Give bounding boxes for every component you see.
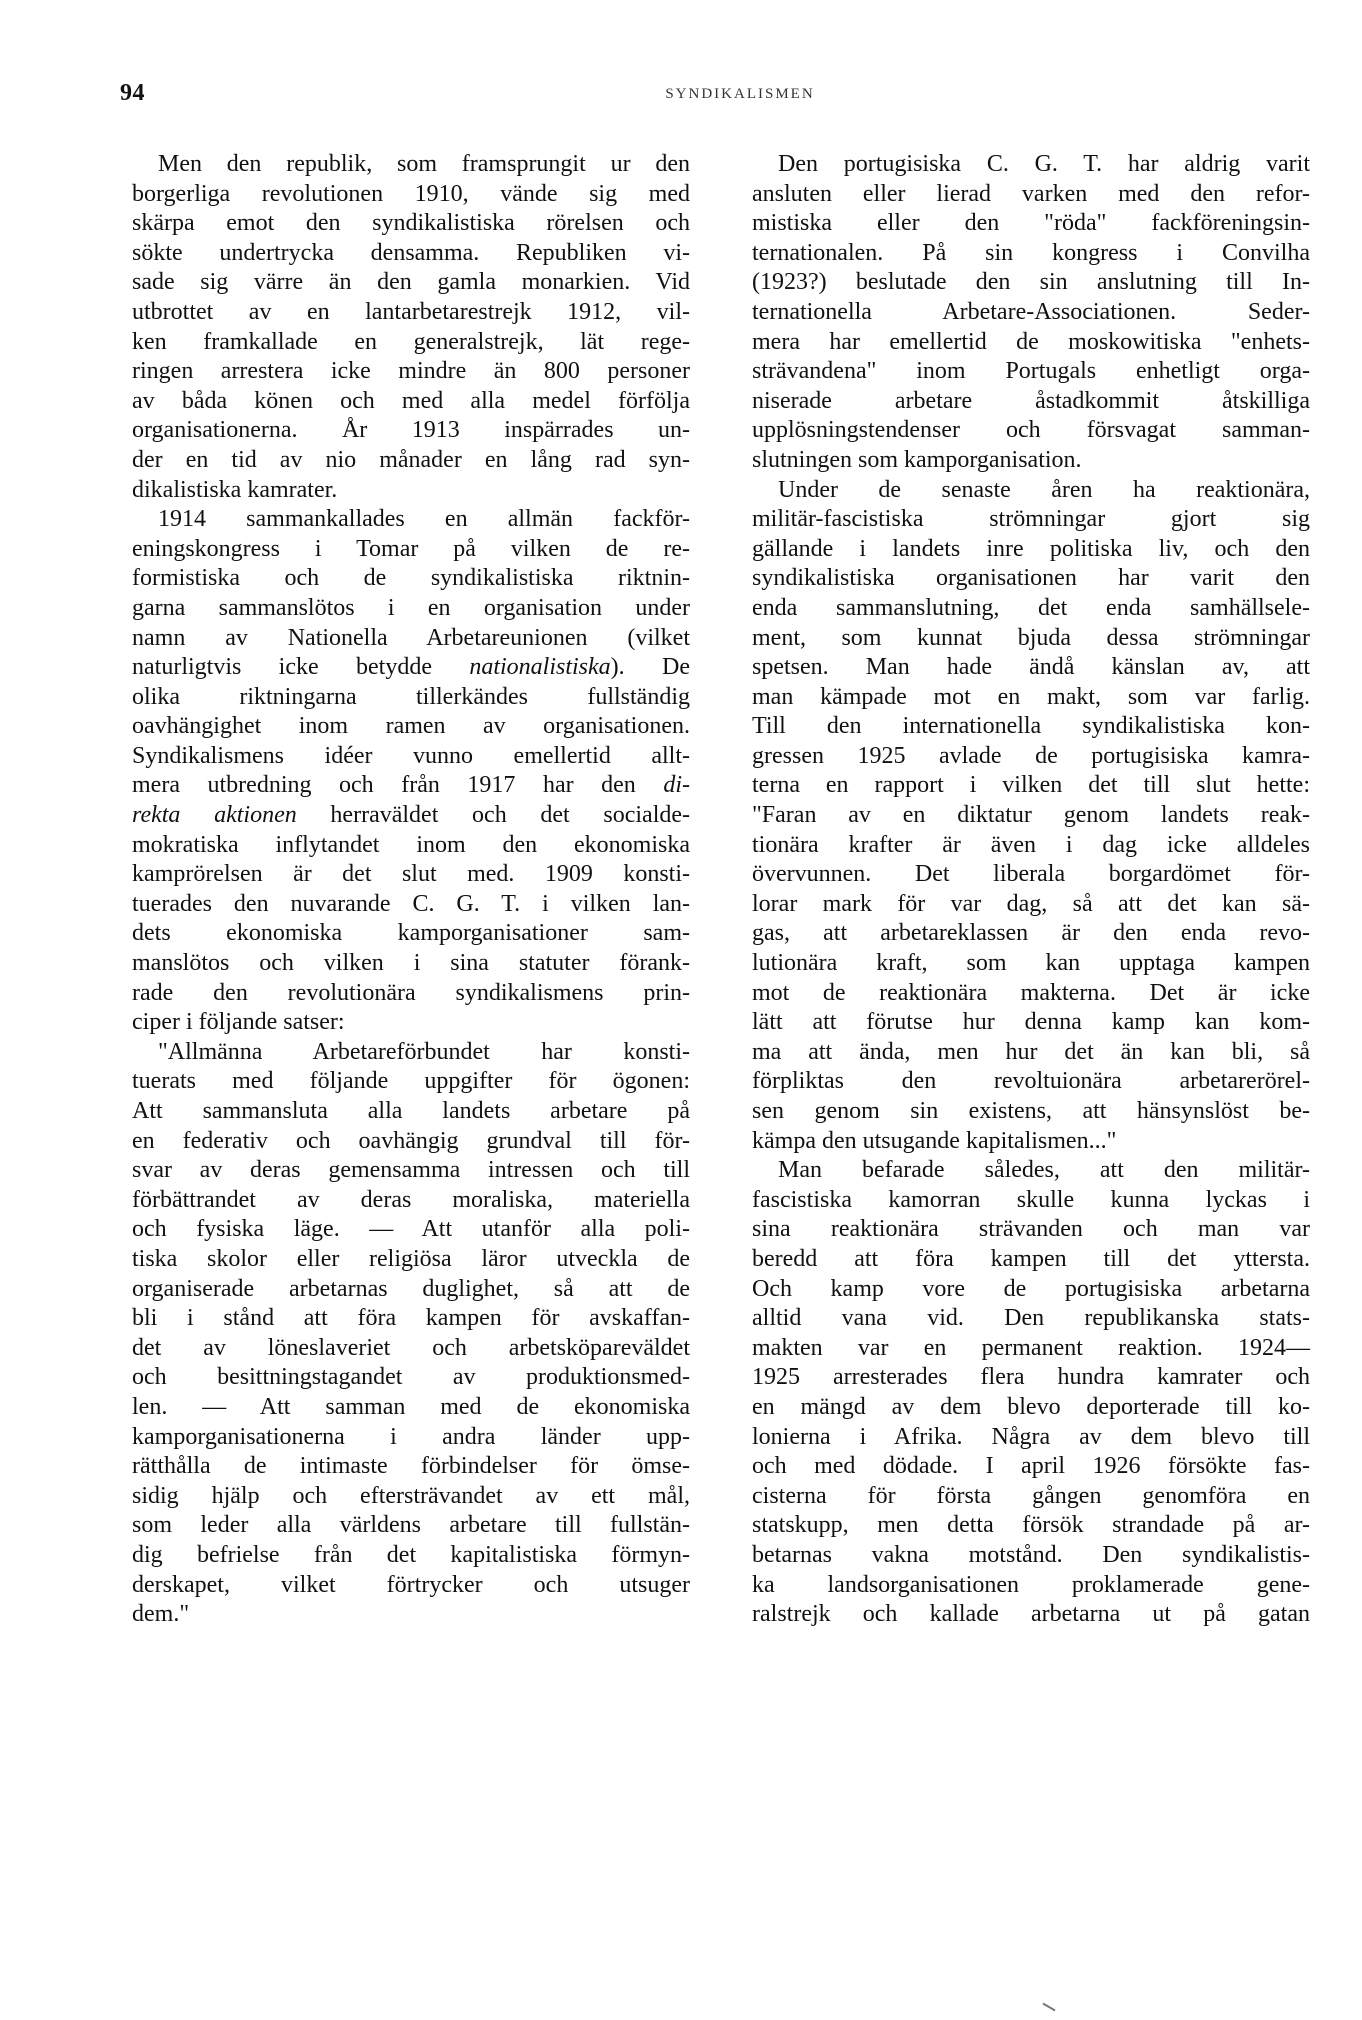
line-text: det av löneslaveriet och arbetsköpareväldet	[132, 1334, 690, 1361]
text-line	[752, 1275, 1310, 1305]
line-text: eningskongress i Tomar på vilken de re-	[132, 535, 690, 562]
line-text: enda sammanslutning, det enda samhällsele-	[752, 594, 1310, 621]
text-line	[132, 1097, 690, 1127]
text-line	[132, 1186, 690, 1216]
line-text: sen genom sin existens, att hänsynslöst be-	[752, 1098, 1310, 1124]
text-line	[752, 1156, 1310, 1186]
text-line	[132, 1245, 690, 1275]
text-line	[132, 712, 690, 742]
line-text: namn av Nationella Arbetareunionen (vilket	[132, 624, 690, 651]
line-text: svar av deras gemensamma intressen och till	[132, 1157, 690, 1184]
text-line	[132, 771, 690, 801]
line-text: oavhängighet inom ramen av organisationen.	[132, 713, 690, 740]
line-text: Under de senaste åren ha reaktionära,	[778, 476, 1310, 503]
line-text: Och kamp vore de portugisiska arbetarna	[752, 1275, 1310, 1302]
text-line	[132, 1156, 690, 1186]
text-line	[752, 180, 1310, 210]
line-text: lorar mark för var dag, så att det kan sä-	[752, 890, 1310, 917]
text-line	[752, 209, 1310, 239]
text-line	[132, 180, 690, 210]
line-text: mera har emellertid de moskowitiska "enhets-	[752, 328, 1310, 355]
line-text: militär-fascistiska strömningar gjort sig	[752, 506, 1310, 533]
line-text: tionära krafter är även i dag icke alldeles	[752, 831, 1310, 858]
text-line	[752, 653, 1310, 683]
text-line	[752, 446, 1310, 476]
text-line	[132, 328, 690, 358]
text-line	[132, 564, 690, 594]
text-line	[132, 1304, 690, 1334]
text-line	[752, 594, 1310, 624]
text-line	[752, 1067, 1310, 1097]
text-line	[132, 1482, 690, 1512]
text-line	[752, 624, 1310, 654]
line-text: strävandena" inom Portugals enhetligt orga-	[752, 358, 1310, 385]
line-text: man kämpade mot en makt, som var farlig.	[752, 683, 1310, 710]
line-text: gällande i landets inre politiska liv, och den	[752, 535, 1310, 562]
line-text: Man befarade således, att den militär-	[778, 1157, 1310, 1184]
line-text: dikalistiska kamrater.	[132, 476, 338, 503]
line-text: och med dödade. I april 1926 försökte fas-	[752, 1453, 1310, 1480]
text-line	[132, 653, 690, 683]
line-text: alltid vana vid. Den republikanska stats-	[752, 1305, 1310, 1332]
line-text: organiserade arbetarnas duglighet, så att de	[132, 1275, 690, 1302]
text-line	[132, 268, 690, 298]
line-text: beredd att föra kampen till det yttersta.	[752, 1245, 1310, 1272]
line-text: niserade arbetare åstadkommit åtskilliga	[752, 387, 1310, 414]
line-text: kämpa den utsugande kapitalismen..."	[752, 1127, 1117, 1154]
italic-emphasis: di-	[663, 772, 690, 799]
line-text: förpliktas den revoltuionära arbetarerörel-	[752, 1068, 1310, 1095]
page-number: 94	[120, 80, 145, 106]
line-text: förbättrandet av deras moraliska, materiella	[132, 1186, 690, 1213]
text-line	[132, 1423, 690, 1453]
text-line	[752, 1186, 1310, 1216]
text-line	[752, 919, 1310, 949]
line-text: spetsen. Man hade ändå känslan av, att	[752, 654, 1310, 681]
line-text: mistiska eller den "röda" fackföreningsin-	[752, 210, 1310, 237]
text-line	[752, 416, 1310, 446]
line-text: ternationella Arbetare-Associationen. Seder-	[752, 298, 1310, 325]
line-text: dem."	[132, 1601, 190, 1628]
text-line	[752, 712, 1310, 742]
line-text: formistiska och de syndikalistiska riktnin-	[132, 565, 690, 592]
line-text: syndikalistiska organisationen har varit den	[752, 565, 1310, 592]
line-text: gas, att arbetareklassen är den enda revo-	[752, 920, 1310, 947]
line-text: ma att ända, men hur det än kan bli, så	[752, 1038, 1310, 1065]
text-line	[752, 979, 1310, 1009]
text-line	[752, 831, 1310, 861]
line-text: lonierna i Afrika. Några av dem blevo till	[752, 1423, 1310, 1450]
text-line	[752, 150, 1310, 180]
text-line	[752, 1363, 1310, 1393]
text-line	[132, 535, 690, 565]
line-text: en mängd av dem blevo deporterade till ko-	[752, 1393, 1310, 1420]
text-line	[752, 801, 1310, 831]
text-line	[132, 1541, 690, 1571]
text-line	[752, 1334, 1310, 1364]
text-line	[752, 387, 1310, 417]
line-text: ciper i följande satser:	[132, 1009, 345, 1036]
line-text: ternationalen. På sin kongress i Convilha	[752, 239, 1310, 266]
line-text: garna sammanslötos i en organisation under	[132, 594, 690, 621]
line-text: Syndikalismens idéer vunno emellertid allt-	[132, 742, 690, 769]
text-line	[132, 1571, 690, 1601]
line-text: ansluten eller lierad varken med den refor-	[752, 180, 1310, 207]
text-line	[752, 1541, 1310, 1571]
text-line	[752, 742, 1310, 772]
text-line	[752, 1393, 1310, 1423]
left-column	[132, 150, 690, 1630]
text-line	[752, 1038, 1310, 1068]
text-line	[132, 1511, 690, 1541]
text-line	[132, 357, 690, 387]
line-text: betarnas vakna motstånd. Den syndikalistis-	[752, 1541, 1310, 1568]
text-line	[752, 1511, 1310, 1541]
line-text: övervunnen. Det liberala borgardömet för-	[752, 861, 1310, 888]
line-text: ka landsorganisationen proklamerade gene-	[752, 1571, 1310, 1598]
line-text: len. — Att samman med de ekonomiska	[132, 1393, 690, 1420]
text-line	[752, 1482, 1310, 1512]
text-line	[132, 624, 690, 654]
line-text: utbrottet av en lantarbetarestrejk 1912, vil-	[132, 298, 690, 325]
line-text: som leder alla världens arbetare till fullstän-	[132, 1512, 690, 1539]
line-text: Till den internationella syndikalistiska kon-	[752, 713, 1310, 740]
line-text: dig befrielse från det kapitalistiska förmyn-	[132, 1541, 690, 1568]
line-text: olika riktningarna tillerkändes fullständig	[132, 683, 690, 710]
text-line	[132, 683, 690, 713]
text-line	[752, 505, 1310, 535]
line-text: derskapet, vilket förtrycker och utsuger	[132, 1571, 690, 1598]
line-text: lätt att förutse hur denna kamp kan kom-	[752, 1009, 1310, 1036]
text-line	[752, 357, 1310, 387]
text-line	[752, 268, 1310, 298]
text-line	[752, 1452, 1310, 1482]
text-line	[132, 150, 690, 180]
line-text: naturligtvis icke betydde	[132, 654, 470, 681]
text-line	[132, 1334, 690, 1364]
text-line	[752, 1215, 1310, 1245]
text-line	[132, 387, 690, 417]
line-text: och fysiska läge. — Att utanför alla poli-	[132, 1216, 690, 1243]
line-text: sökte undertrycka densamma. Republiken vi-	[132, 239, 690, 266]
text-line	[752, 1127, 1310, 1157]
line-text: ringen arrestera icke mindre än 800 personer	[132, 358, 690, 385]
text-line	[132, 742, 690, 772]
text-line	[132, 890, 690, 920]
text-line	[752, 564, 1310, 594]
text-line	[132, 831, 690, 861]
italic-emphasis: rekta aktionen	[132, 802, 297, 829]
text-line	[752, 535, 1310, 565]
text-line	[132, 1452, 690, 1482]
text-line	[132, 860, 690, 890]
text-line	[132, 1275, 690, 1305]
line-text: Att sammansluta alla landets arbetare på	[132, 1098, 690, 1124]
text-line	[132, 1215, 690, 1245]
text-line	[132, 919, 690, 949]
line-text: tuerats med följande uppgifter för ögonen:	[132, 1068, 690, 1095]
line-text: sidig hjälp och eftersträvandet av ett mål,	[132, 1482, 690, 1509]
text-line	[752, 860, 1310, 890]
line-text: gressen 1925 avlade de portugisiska kamra-	[752, 742, 1310, 769]
text-line	[752, 1097, 1310, 1127]
text-line	[752, 771, 1310, 801]
text-line	[132, 1038, 690, 1068]
line-text: (1923?) beslutade den sin anslutning till In-	[752, 269, 1310, 296]
text-line	[132, 979, 690, 1009]
line-text: sina reaktionära strävanden och man var	[752, 1216, 1310, 1243]
text-line	[752, 890, 1310, 920]
line-text: bli i stånd att föra kampen för avskaffan-	[132, 1305, 690, 1332]
text-line	[132, 1008, 690, 1038]
line-text: kamporganisationerna i andra länder upp-	[132, 1423, 690, 1450]
text-line	[752, 1304, 1310, 1334]
line-text: Den portugisiska C. G. T. har aldrig varit	[778, 151, 1310, 177]
text-line	[752, 949, 1310, 979]
line-text: dets ekonomiska kamporganisationer sam-	[132, 920, 690, 947]
line-text: rätthålla de intimaste förbindelser för ömse-	[132, 1453, 690, 1480]
line-text: mokratiska inflytandet inom den ekonomiska	[132, 831, 690, 858]
line-text: der en tid av nio månader en lång rad syn-	[132, 446, 690, 473]
line-text: sade sig värre än den gamla monarkien. Vid	[132, 269, 690, 296]
line-text: "Allmänna Arbetareförbundet har konsti-	[158, 1038, 690, 1065]
text-line	[132, 1127, 690, 1157]
text-line	[752, 1571, 1310, 1601]
text-line	[132, 239, 690, 269]
line-text: upplösningstendenser och försvagat samman-	[752, 417, 1310, 444]
line-text: ken framkallade en generalstrejk, lät rege-	[132, 328, 690, 355]
line-text: Men den republik, som framsprungit ur den	[158, 151, 690, 177]
text-line	[132, 1363, 690, 1393]
text-line	[752, 328, 1310, 358]
line-text: ment, som kunnat bjuda dessa strömningar	[752, 624, 1310, 651]
line-text: mot de reaktionära makterna. Det är icke	[752, 979, 1310, 1006]
text-line	[752, 1008, 1310, 1038]
italic-emphasis: nationalistiska	[469, 654, 611, 681]
line-text: manslötos och vilken i sina statuter förank-	[132, 950, 690, 977]
line-text: organisationerna. År 1913 inspärrades un-	[132, 417, 690, 444]
line-text: fascistiska kamorran skulle kunna lyckas i	[752, 1186, 1310, 1213]
line-text: ralstrejk och kallade arbetarna ut på gatan	[752, 1601, 1310, 1628]
text-line	[752, 1600, 1310, 1630]
line-text-tail: herraväldet och det socialde-	[296, 802, 691, 829]
text-line	[132, 594, 690, 624]
text-line	[132, 801, 690, 831]
running-head: SYNDIKALISMEN	[665, 86, 815, 102]
text-line	[132, 476, 690, 506]
line-text: tiska skolor eller religiösa läror utveckla de	[132, 1245, 690, 1272]
line-text: en federativ och oavhängig grundval till för-	[132, 1127, 690, 1154]
text-line	[132, 1393, 690, 1423]
line-text: och besittningstagandet av produktionsmed-	[132, 1364, 690, 1391]
line-text: slutningen som kamporganisation.	[752, 446, 1082, 473]
text-line	[132, 209, 690, 239]
line-text: borgerliga revolutionen 1910, vände sig med	[132, 180, 690, 207]
line-text: lutionära kraft, som kan upptaga kampen	[752, 950, 1310, 977]
line-text: tuerades den nuvarande C. G. T. i vilken lan-	[132, 890, 690, 917]
scan-artifact	[1042, 2003, 1055, 2012]
text-line	[752, 239, 1310, 269]
text-line	[752, 298, 1310, 328]
line-text: 1914 sammankallades en allmän fackför-	[158, 506, 690, 533]
text-line	[752, 476, 1310, 506]
line-text: av båda könen och med alla medel förfölja	[132, 387, 690, 414]
text-line	[132, 446, 690, 476]
text-line	[132, 416, 690, 446]
line-text: statskupp, men detta försök strandade på ar-	[752, 1512, 1310, 1539]
line-text: "Faran av en diktatur genom landets reak-	[752, 802, 1310, 829]
text-line	[132, 1067, 690, 1097]
line-text: cisterna för första gången genomföra en	[752, 1482, 1310, 1509]
line-text: mera utbredning och från 1917 har den	[132, 772, 664, 799]
line-text: terna en rapport i vilken det till slut hette:	[752, 772, 1310, 799]
text-line	[132, 298, 690, 328]
line-text: kamprörelsen är det slut med. 1909 konsti-	[132, 861, 690, 888]
text-line	[752, 1423, 1310, 1453]
text-line	[752, 1245, 1310, 1275]
line-text: skärpa emot den syndikalistiska rörelsen och	[132, 210, 690, 237]
text-line	[132, 949, 690, 979]
text-line	[752, 683, 1310, 713]
text-line	[132, 505, 690, 535]
text-line	[132, 1600, 690, 1630]
line-text-tail: ). De	[610, 654, 690, 681]
line-text: 1925 arresterades flera hundra kamrater och	[752, 1364, 1310, 1391]
line-text: rade den revolutionära syndikalismens prin-	[132, 979, 690, 1006]
line-text: makten var en permanent reaktion. 1924—	[752, 1334, 1310, 1361]
right-column	[752, 150, 1310, 1630]
